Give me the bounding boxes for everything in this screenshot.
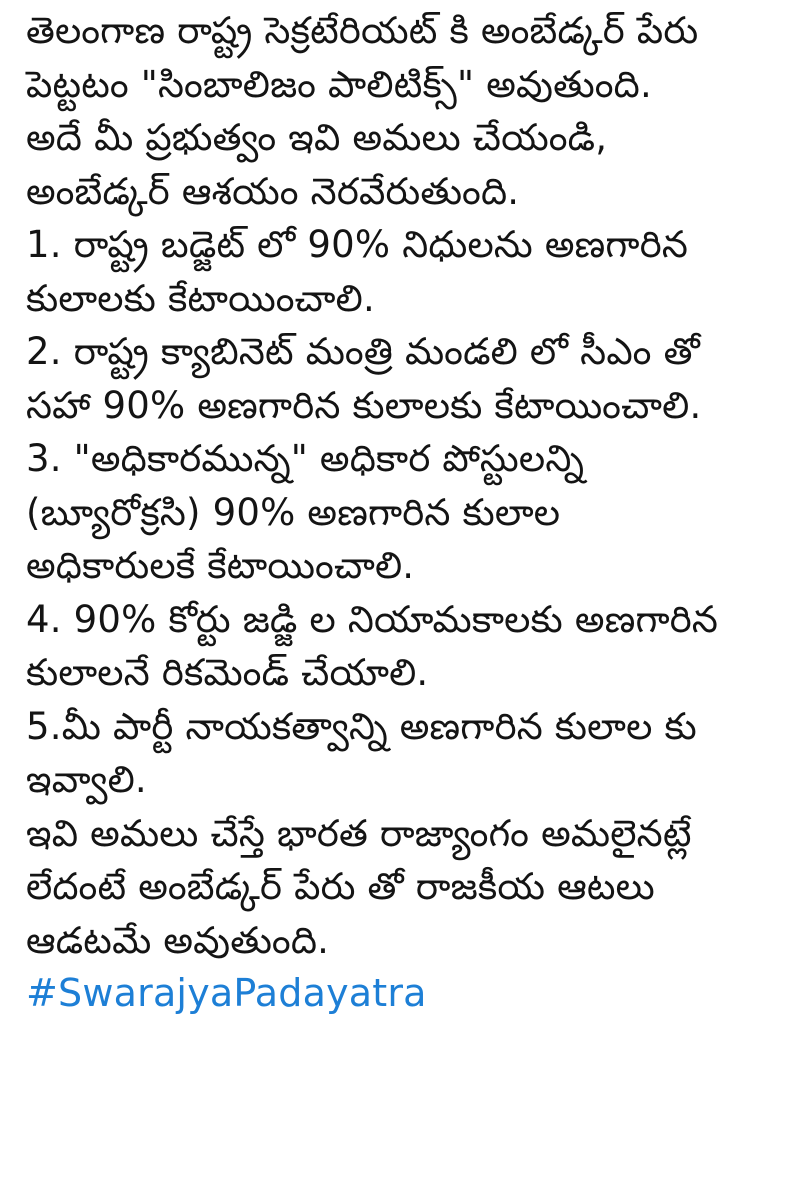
hashtag-line — [26, 967, 786, 1021]
post-line-18: ఆడటమే అవుతుంది. — [26, 918, 330, 962]
post-line-4: అంబేడ్కర్ ఆశయం నెరవేరుతుంది. — [26, 169, 520, 213]
hashtag-link[interactable]: #SwarajyaPadayatra — [26, 971, 427, 1015]
post-line-17: లేదంటే అంబేడ్కర్ పేరు తో రాజకీయ ఆటలు — [26, 865, 655, 908]
post-line-16: ఇవి అమలు చేస్తే భారత రాజ్యాంగం అమలైనట్లే — [26, 811, 692, 855]
post-line-6: కులాలకు కేటాయించాలి. — [26, 276, 375, 320]
post-line-12: 4. 90% కోర్టు జడ్జి ల నియామకాలకు అణగారిన — [26, 597, 719, 641]
post-line-15: ఇవ్వాలి. — [26, 758, 147, 801]
post-line-13: కులాలనే రికమెండ్ చేయాలి. — [26, 651, 429, 694]
post-line-8: సహా 90% అణగారిన కులాలకు కేటాయించాలి. — [26, 383, 702, 427]
post-line-9: 3. "అధికారమున్న" అధికార పోస్టులన్ని — [26, 437, 585, 480]
post-line-10: (బ్యూరోక్రసి) 90% అణగారిన కులాల — [26, 490, 561, 534]
post-line-3: అదే మీ ప్రభుత్వం ఇవి అమలు చేయండి, — [26, 116, 608, 159]
post-line-7: 2. రాష్ట్ర క్యాబినెట్ మంత్రి మండలి లో సీఎం తో — [26, 330, 700, 373]
post-line-14: 5.మీ పార్టీ నాయకత్వాన్ని అణగారిన కులాల కు — [26, 704, 697, 748]
post-line-2: పెట్టటం "సింబాలిజం పాలిటిక్స్" అవుతుంది. — [26, 62, 652, 106]
post-body — [26, 4, 786, 1021]
post-line-1: తెలంగాణ రాష్ట్ర సెక్రటేరియట్ కి అంబేడ్కర్ పేరు — [26, 9, 699, 52]
post-line-5: 1. రాష్ట్ర బడ్జెట్ లో 90% నిధులను అణగారిన — [26, 223, 689, 266]
post-line-11: అధికారులకే కేటాయించాలి. — [26, 544, 415, 587]
